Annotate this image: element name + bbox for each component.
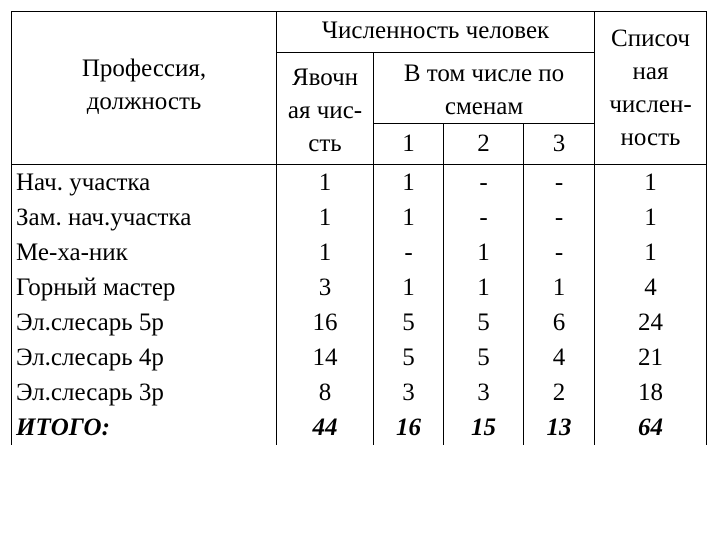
row-shift-1: 1	[374, 165, 444, 201]
row-shift-3: 4	[524, 340, 595, 375]
row-name: Эл.слесарь 3р	[12, 375, 277, 410]
row-shift-2: 5	[444, 305, 524, 340]
header-shift-1: 1	[374, 124, 444, 165]
row-roster: 24	[595, 305, 707, 340]
row-shift-1: 1	[374, 200, 444, 235]
row-shift-1: 3	[374, 375, 444, 410]
row-roster: 1	[595, 165, 707, 201]
table-row	[12, 200, 707, 235]
row-name: Нач. участка	[12, 165, 277, 201]
row-shift-3: -	[524, 235, 595, 270]
row-name: Эл.слесарь 5р	[12, 305, 277, 340]
row-roster: 18	[595, 375, 707, 410]
header-by-shifts	[374, 53, 595, 124]
row-shift-3: -	[524, 165, 595, 201]
table-row	[12, 375, 707, 410]
row-name: Зам. нач.участка	[12, 200, 277, 235]
row-shift-2: -	[444, 165, 524, 201]
header-roster	[595, 12, 707, 165]
row-shift-3: 6	[524, 305, 595, 340]
table-row	[12, 340, 707, 375]
header-shift-2: 2	[444, 124, 524, 165]
row-shift-1: 5	[374, 305, 444, 340]
header-by-shifts-text: В том числе по сменам	[403, 60, 565, 120]
row-roster: 4	[595, 270, 707, 305]
total-attendance: 44	[277, 410, 374, 445]
header-profession	[12, 12, 277, 165]
row-shift-1: -	[374, 235, 444, 270]
total-shift-3: 13	[524, 410, 595, 445]
row-shift-3: 2	[524, 375, 595, 410]
row-attendance: 3	[277, 270, 374, 305]
row-name: Эл.слесарь 4р	[12, 340, 277, 375]
header-headcount: Численность человек	[277, 12, 595, 53]
total-row	[12, 410, 707, 445]
row-attendance: 1	[277, 165, 374, 201]
row-shift-3: -	[524, 200, 595, 235]
row-shift-2: -	[444, 200, 524, 235]
table-row	[12, 235, 707, 270]
row-attendance: 16	[277, 305, 374, 340]
row-shift-2: 1	[444, 235, 524, 270]
table-row	[12, 305, 707, 340]
staffing-table-container	[11, 11, 707, 445]
row-shift-1: 5	[374, 340, 444, 375]
header-shift-3: 3	[524, 124, 595, 165]
table-row	[12, 165, 707, 201]
header-attendance	[277, 53, 374, 165]
row-roster: 1	[595, 200, 707, 235]
row-attendance: 14	[277, 340, 374, 375]
row-shift-2: 1	[444, 270, 524, 305]
total-shift-2: 15	[444, 410, 524, 445]
row-shift-2: 5	[444, 340, 524, 375]
total-shift-1: 16	[374, 410, 444, 445]
row-name: Горный мастер	[12, 270, 277, 305]
total-label: ИТОГО:	[12, 410, 277, 445]
total-roster: 64	[595, 410, 707, 445]
row-roster: 1	[595, 235, 707, 270]
staffing-table	[11, 11, 707, 445]
header-attendance-text: Явочн ая чис- сть	[287, 64, 363, 157]
table-row	[12, 270, 707, 305]
row-shift-2: 3	[444, 375, 524, 410]
header-roster-text: Списоч ная числен- ность	[609, 25, 692, 151]
row-attendance: 1	[277, 235, 374, 270]
row-shift-1: 1	[374, 270, 444, 305]
row-shift-3: 1	[524, 270, 595, 305]
row-roster: 21	[595, 340, 707, 375]
row-name: Ме-ха-ник	[12, 235, 277, 270]
row-attendance: 1	[277, 200, 374, 235]
row-attendance: 8	[277, 375, 374, 410]
header-profession-text: Профессия, должность	[81, 55, 207, 115]
